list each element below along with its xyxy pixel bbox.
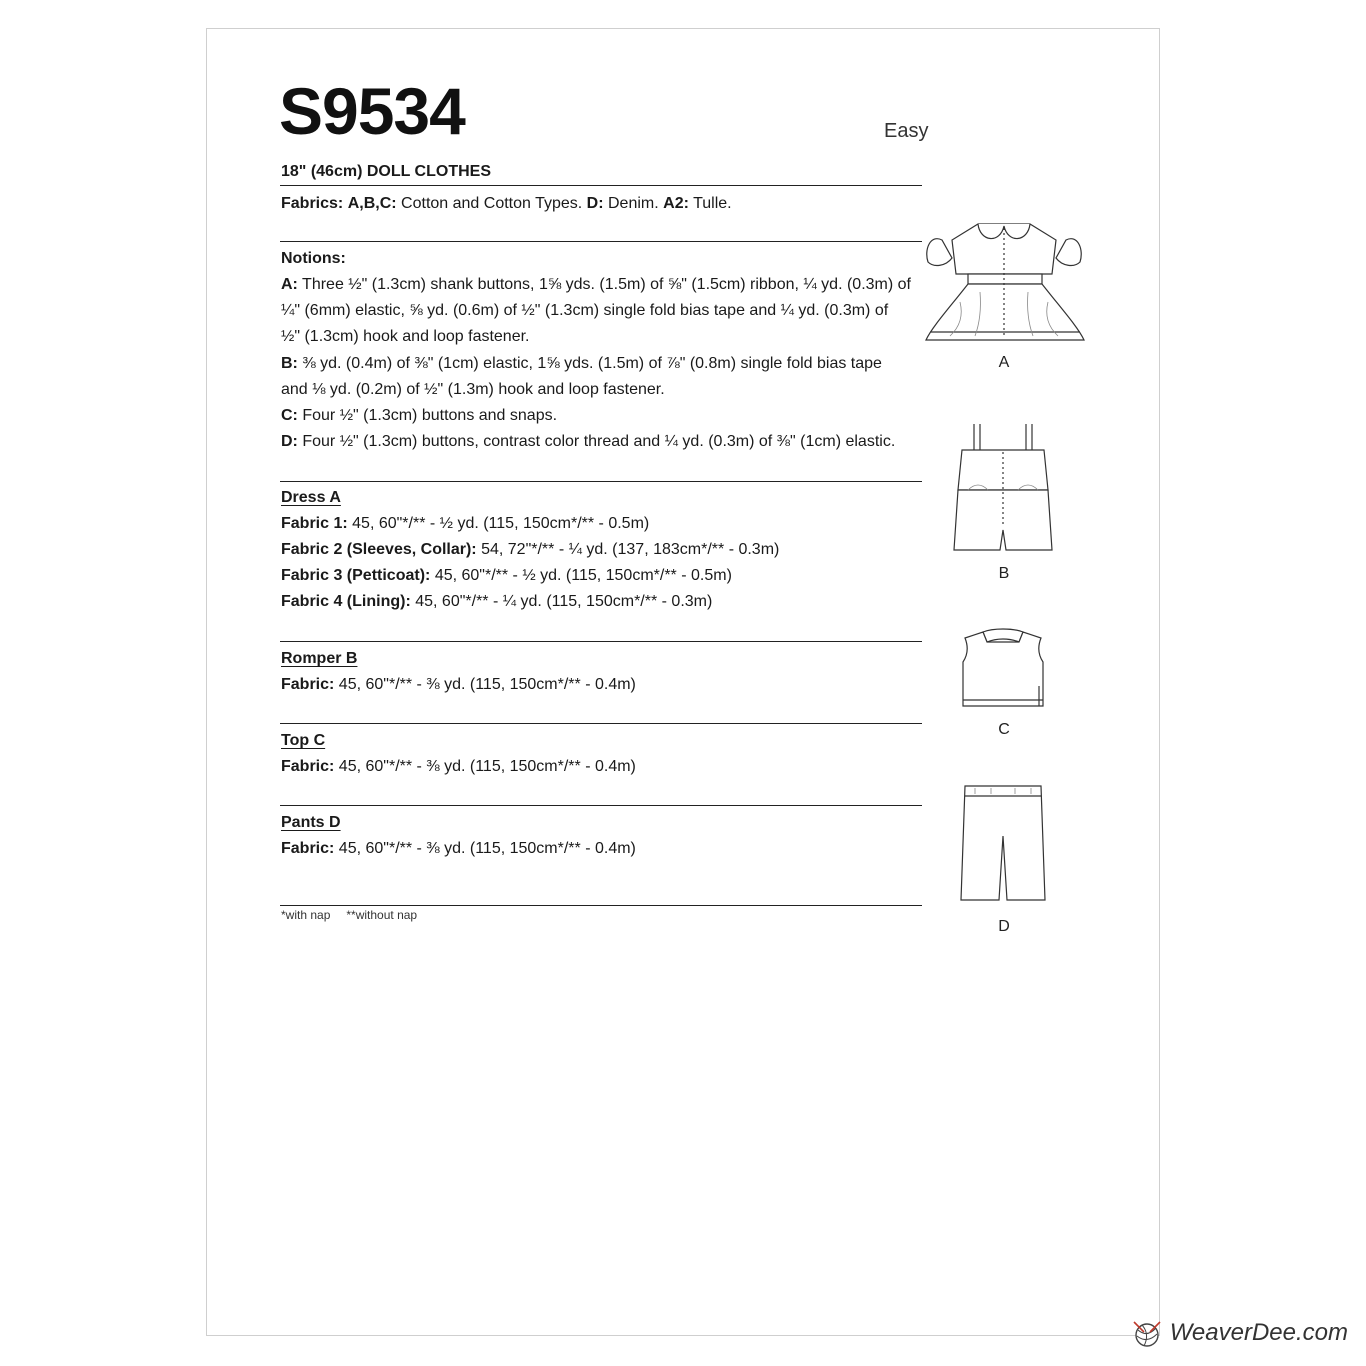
divider (280, 641, 922, 642)
fabrics-abc-text: Cotton and Cotton Types. (401, 195, 583, 212)
notions-a-text: Three ½" (1.3cm) shank buttons, 1⅝ yds. (1.5m) of ⅝" (1.5cm) ribbon, ¼ yd. (0.3m) of (302, 276, 911, 293)
notions-a-label: A: (281, 276, 298, 293)
top-c-illustration (953, 626, 1053, 710)
dress-a-row-value: 54, 72"*/** - ¼ yd. (137, 183cm*/** - 0.3m) (481, 541, 780, 558)
notions-c-label: C: (281, 407, 298, 424)
fabrics-d-label: D: (586, 195, 604, 212)
top-c-label: Fabric: (281, 758, 335, 775)
footnote-without-nap: **without nap (346, 908, 418, 922)
difficulty-level: Easy (884, 120, 929, 142)
fabrics-abc-label: A,B,C: (347, 195, 397, 212)
dress-a-row (281, 563, 732, 589)
dress-a-row-value: 45, 60"*/** - ¼ yd. (115, 150cm*/** - 0.3m) (415, 593, 713, 610)
dress-a-illustration (920, 212, 1090, 352)
figure-label-b: B (998, 565, 1010, 582)
pattern-subtitle: 18" (46cm) DOLL CLOTHES (281, 163, 491, 180)
notions-b-line1 (281, 351, 882, 377)
brand-watermark (1130, 1318, 1348, 1348)
divider (280, 905, 922, 906)
divider (280, 481, 922, 482)
dress-a-row-label: Fabric 2 (Sleeves, Collar): (281, 541, 477, 558)
notions-c-line1 (281, 403, 557, 429)
yarn-ball-icon (1130, 1318, 1164, 1348)
dress-a-heading: Dress A (281, 489, 341, 506)
romper-b-illustration (948, 420, 1058, 560)
footnote-with-nap: *with nap (281, 908, 331, 922)
notions-a-line3: ½" (1.3cm) hook and loop fastener. (281, 328, 530, 345)
romper-b-row (281, 672, 636, 698)
pants-d-illustration (955, 780, 1051, 910)
dress-a-row (281, 589, 712, 615)
notions-b-label: B: (281, 355, 298, 372)
fabrics-label: Fabrics: (281, 195, 344, 212)
pattern-code: S9534 (279, 74, 465, 148)
notions-a-line2: ¼" (6mm) elastic, ⅝ yd. (0.6m) of ½" (1.3cm) single fold bias tape and ¼ yd. (0.3m) of (281, 302, 889, 319)
romper-b-heading: Romper B (281, 650, 358, 667)
top-c-value: 45, 60"*/** - ⅜ yd. (115, 150cm*/** - 0.4m) (338, 758, 636, 775)
fabrics-a2-label: A2: (663, 195, 689, 212)
divider (280, 805, 922, 806)
figure-label-c: C (998, 721, 1010, 738)
footnotes (281, 908, 417, 922)
notions-d-text: Four ½" (1.3cm) buttons, contrast color thread and ¼ yd. (0.3m) of ⅜" (1cm) elastic. (302, 433, 896, 450)
dress-a-row-value: 45, 60"*/** - ½ yd. (115, 150cm*/** - 0.5m) (352, 515, 650, 532)
dress-a-row-value: 45, 60"*/** - ½ yd. (115, 150cm*/** - 0.5m) (434, 567, 732, 584)
fabrics-d-text: Denim. (608, 195, 659, 212)
romper-b-label: Fabric: (281, 676, 335, 693)
notions-c-text: Four ½" (1.3cm) buttons and snaps. (302, 407, 558, 424)
pants-d-label: Fabric: (281, 840, 335, 857)
divider (280, 241, 922, 242)
divider (280, 723, 922, 724)
pants-d-value: 45, 60"*/** - ⅜ yd. (115, 150cm*/** - 0.4m) (338, 840, 636, 857)
dress-a-row-label: Fabric 4 (Lining): (281, 593, 411, 610)
fabrics-line (281, 191, 732, 217)
notions-b-line2: and ⅛ yd. (0.2m) of ½" (1.3m) hook and loop fastener. (281, 381, 665, 398)
dress-a-row-label: Fabric 1: (281, 515, 348, 532)
dress-a-row (281, 537, 779, 563)
top-c-heading: Top C (281, 732, 326, 749)
top-c-row (281, 754, 636, 780)
notions-heading: Notions: (281, 250, 346, 267)
pants-d-heading: Pants D (281, 814, 341, 831)
brand-name: WeaverDee.com (1169, 1319, 1348, 1346)
notions-d-line1 (281, 429, 895, 455)
notions-d-label: D: (281, 433, 298, 450)
figure-label-a: A (998, 354, 1010, 371)
notions-b-text: ⅜ yd. (0.4m) of ⅜" (1cm) elastic, 1⅝ yds. (1.5m) of ⅞" (0.8m) single fold bias tape (302, 355, 882, 372)
figure-label-d: D (998, 918, 1010, 935)
divider (280, 185, 922, 186)
dress-a-row-label: Fabric 3 (Petticoat): (281, 567, 431, 584)
romper-b-value: 45, 60"*/** - ⅜ yd. (115, 150cm*/** - 0.4m) (338, 676, 636, 693)
pants-d-row (281, 836, 636, 862)
dress-a-row (281, 511, 649, 537)
fabrics-a2-text: Tulle. (693, 195, 732, 212)
notions-a-line1 (281, 272, 911, 298)
